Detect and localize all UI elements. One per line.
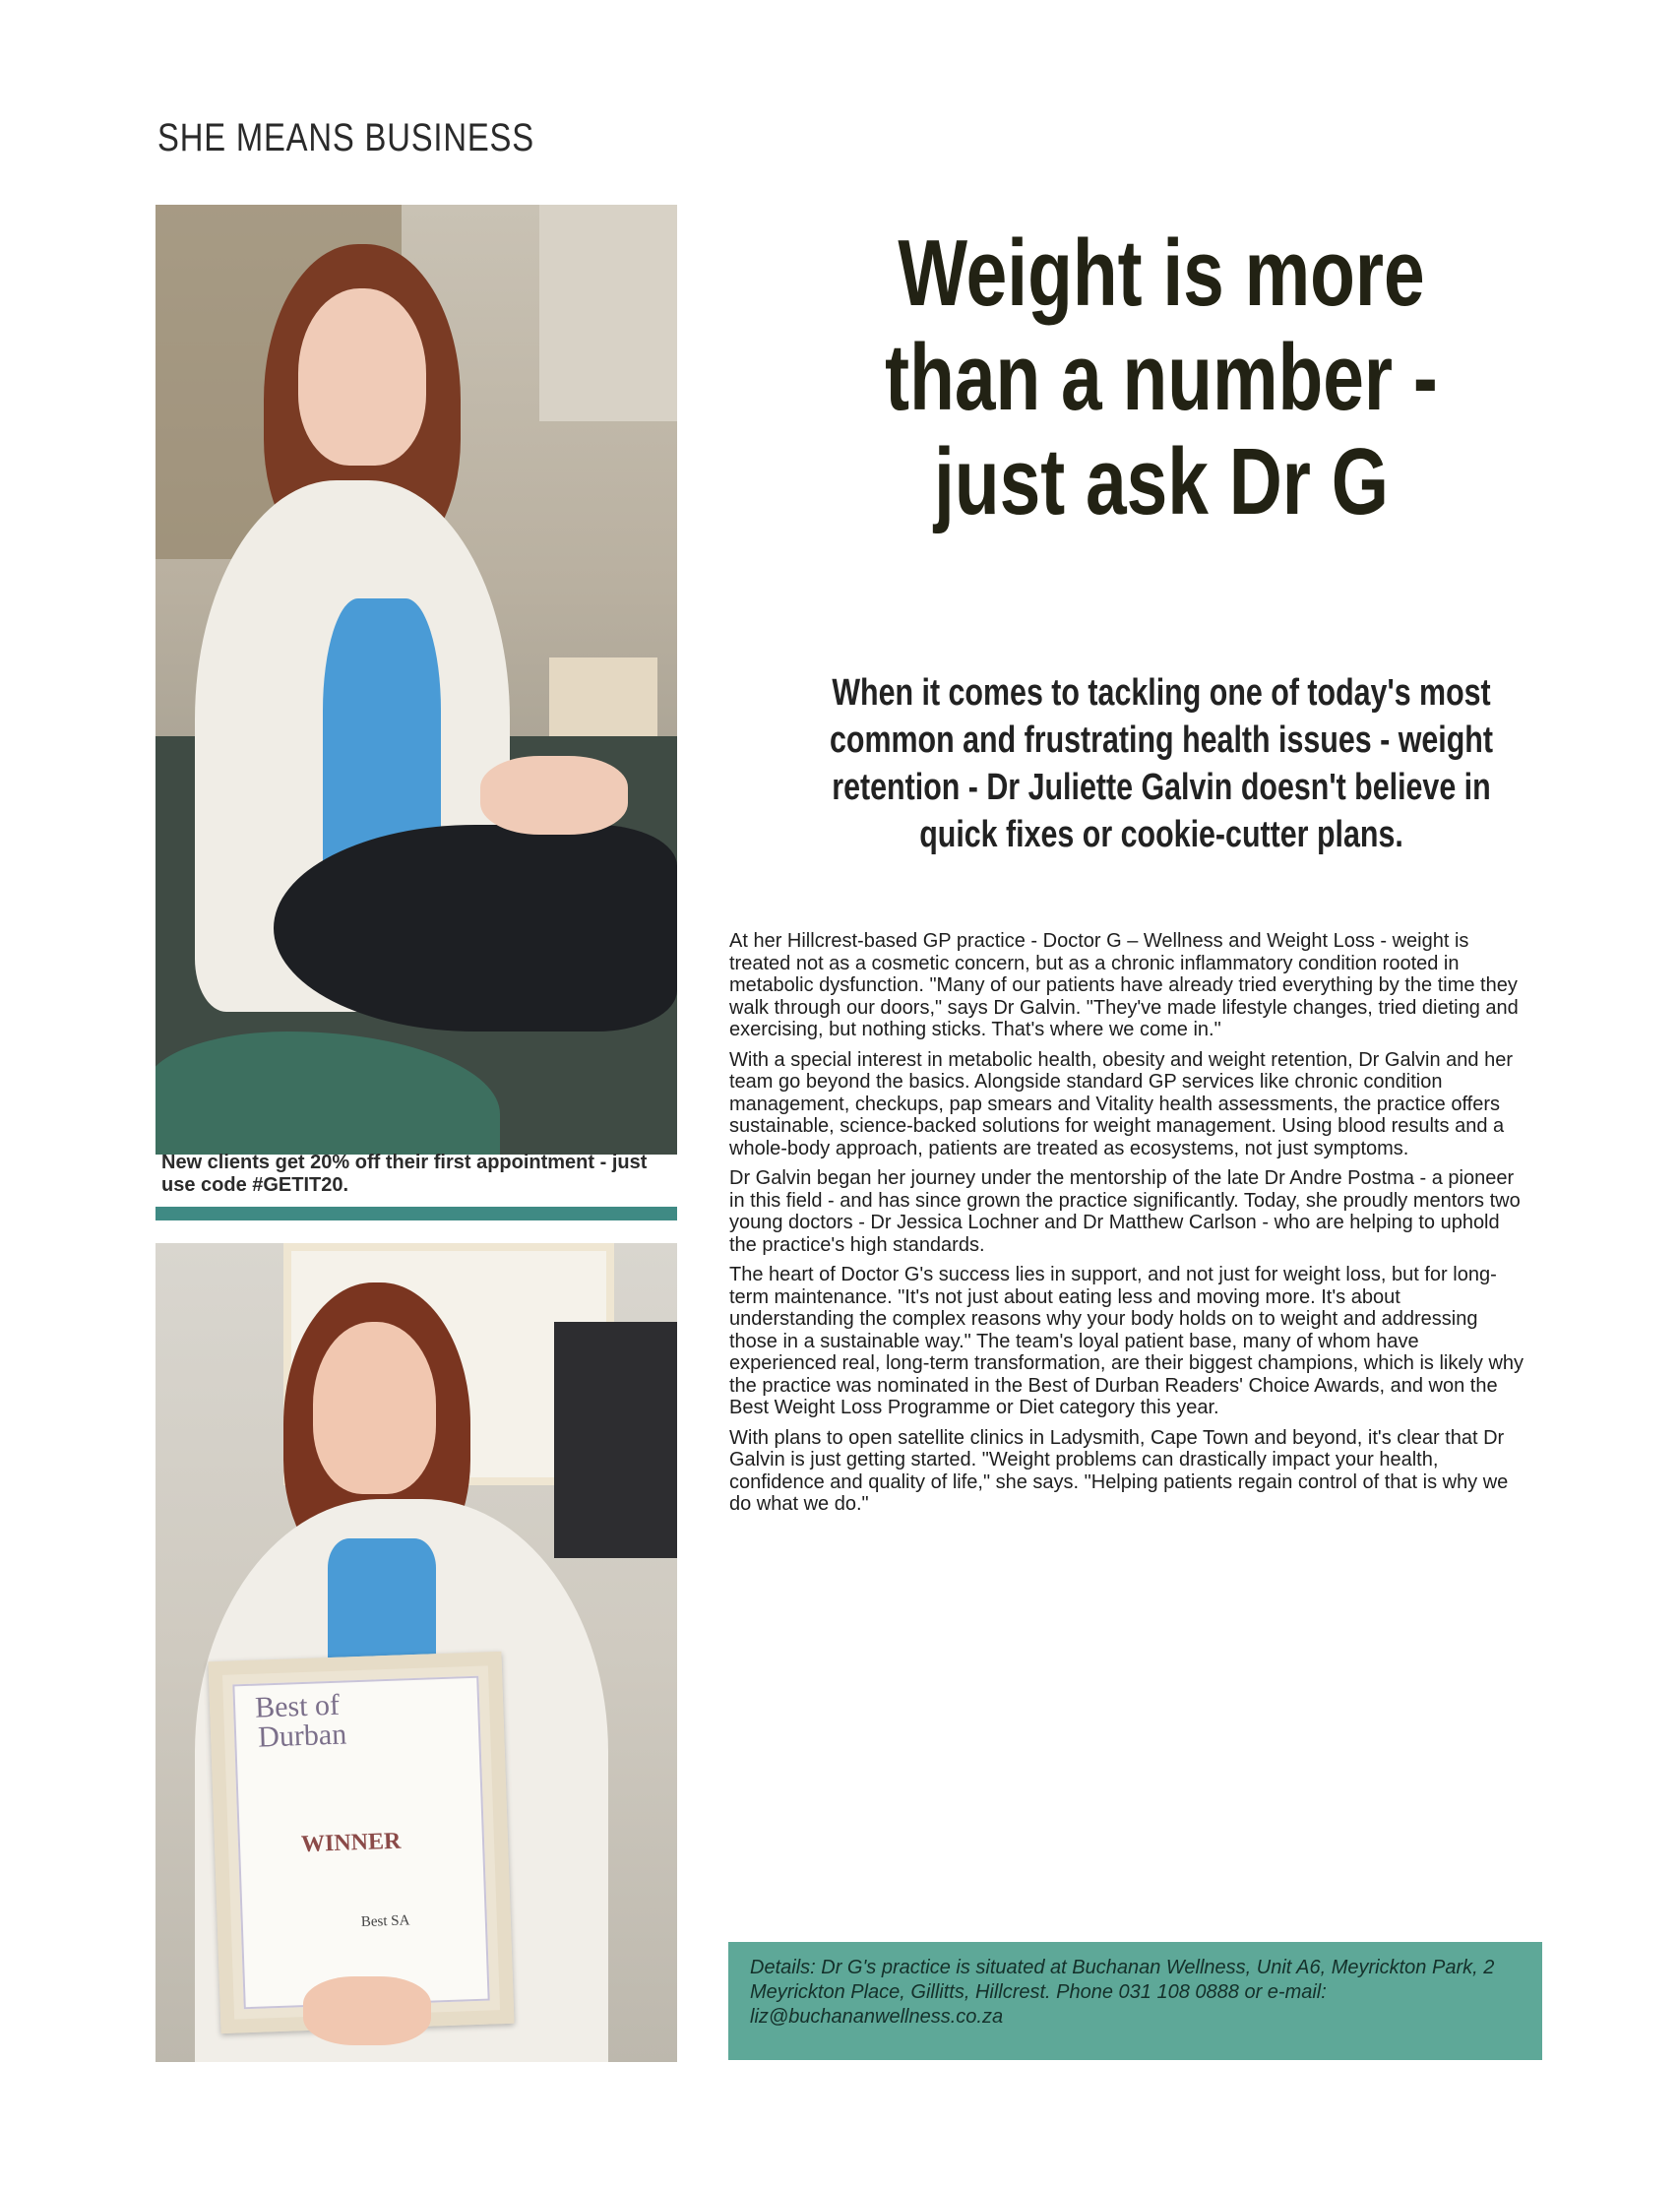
doctor-seated-photo — [156, 205, 677, 1155]
article-paragraph: With plans to open satellite clinics in Ladysmith, Cape Town and beyond, it's clear that Dr Galvin is just getting started. "Weight problems can drastically impact your health, confidence and quality of life," she says. "Helping patients regain control of that is why we do what we do." — [729, 1426, 1509, 1515]
caption-strip — [156, 1207, 677, 1220]
doctor-award-photo — [156, 1243, 677, 2062]
article-paragraph: The heart of Doctor G's success lies in support, and not just for weight loss, but for long-term maintenance. "It's not just about eating less and moving more. It's about understanding the complex reasons why your body holds on to weight and addressing those in a sustainable way." The team's loyal patient base, many of whom have experienced real, long-term transformation, are their biggest champions, which is likely why the practice was nominated in the Best of Durban Readers' Choice Awards, and won the Best Weight Loss Programme or Diet category this year. — [729, 1264, 1524, 1418]
certificate-brand-top: Best of — [254, 1688, 341, 1724]
photo-caption: New clients get 20% off their first appointment - just use code #GETIT20. — [161, 1152, 648, 1196]
article-body — [729, 930, 1526, 1524]
article-paragraph: With a special interest in metabolic health, obesity and weight retention, Dr Galvin and her team go beyond the basics. Alongside standard GP services like chronic condition management, checkups, pap smears and Vitality health assessments, the practice offers sustainable, science-backed solutions for weight management. Using blood results and a whole-body approach, patients are treated as ecosystems, not just symptoms. — [729, 1048, 1513, 1159]
section-label: SHE MEANS BUSINESS — [157, 116, 534, 159]
certificate-footer: Best SA — [360, 1912, 410, 1931]
article-paragraph: Dr Galvin began her journey under the mentorship of the late Dr Andre Postma - a pioneer in this field - and has since grown the practice significantly. Today, she proudly mentors two young doctors - Dr Jessica Lochner and Dr Matthew Carlson - who are helping to uphold the practice's high standards. — [729, 1167, 1521, 1256]
certificate-award: WINNER — [300, 1828, 402, 1858]
certificate-brand-bottom: Durban — [257, 1718, 347, 1754]
article-paragraph: At her Hillcrest-based GP practice - Doctor G – Wellness and Weight Loss - weight is treated not as a cosmetic concern, but as a chronic inflammatory condition rooted in metabolic dysfunction. "Many of our patients have already tried everything by the time they walk through our doors," says Dr Galvin. "They've made lifestyle changes, tried dieting and exercising, but nothing sticks. That's where we come in." — [729, 930, 1519, 1040]
details-text: Details: Dr G's practice is situated at Buchanan Wellness, Unit A6, Meyrickton Park, 2 Meyrickton Place, Gillitts, Hillcrest. Phone 031 108 0888 or e-mail: liz@buchananwellness.co.za — [750, 1957, 1495, 2028]
headline-line: just ask Dr G — [934, 429, 1389, 534]
headline-line: than a number - — [885, 325, 1438, 430]
subheadline: When it comes to tackling one of today's most common and frustrating health issues - weight retention - Dr Juliette Galvin doesn't believe in quick fixes or cookie-cutter plans. — [830, 672, 1493, 855]
headline-line: Weight is more — [898, 220, 1425, 326]
details-box — [728, 1942, 1542, 2060]
headline — [824, 221, 1499, 534]
